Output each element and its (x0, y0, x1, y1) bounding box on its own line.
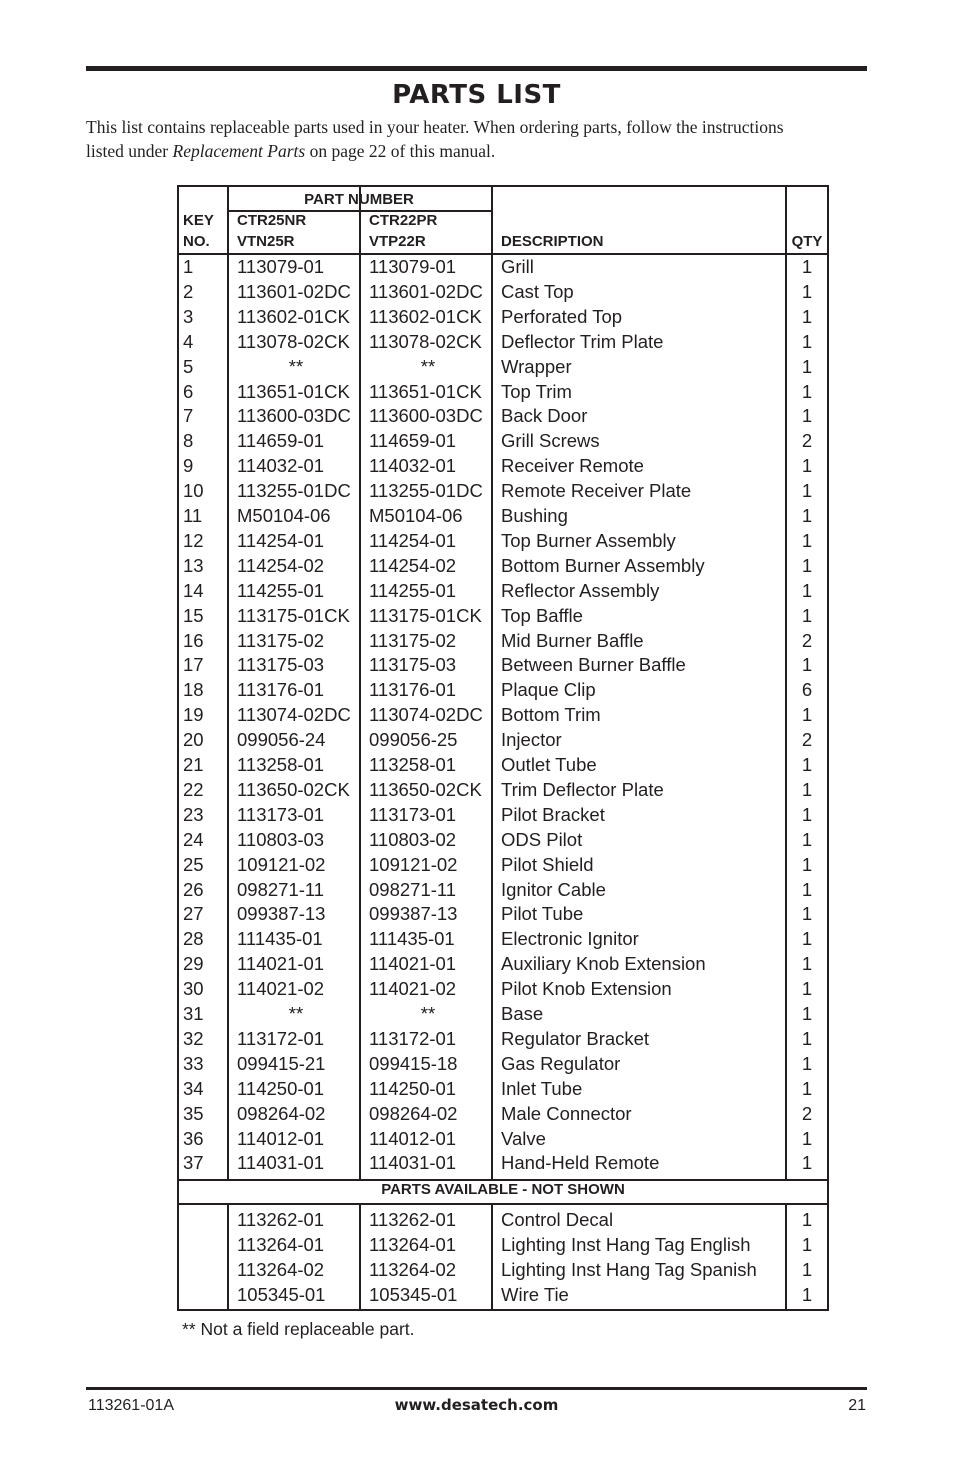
cell-qty: 2 (801, 729, 813, 751)
cell-key: 21 (183, 754, 204, 775)
cell-pn1: 113651-01CK (237, 380, 350, 402)
cell-desc: Bottom Trim (501, 704, 601, 726)
cell-key: 36 (183, 1127, 204, 1149)
cell-desc: Bottom Burner Assembly (501, 554, 705, 576)
cell-key: 15 (183, 604, 204, 626)
cell-qty: 1 (801, 256, 813, 277)
cell-pn1: 113175-03 (237, 654, 325, 676)
cell-key: 25 (183, 853, 204, 875)
cell-qty: 1 (801, 778, 813, 800)
cell-qty: 1 (801, 330, 813, 352)
cell-qty: 1 (801, 604, 813, 626)
cell-pn2: 113264-02 (369, 1258, 457, 1280)
cell-qty: 1 (801, 1233, 813, 1255)
cell-key: 12 (183, 529, 204, 551)
cell-desc: Plaque Clip (501, 679, 596, 701)
cell-pn2: 099056-25 (369, 729, 458, 751)
cell-pn1: 113262-01 (237, 1209, 325, 1230)
cell-pn2: 114254-02 (369, 554, 457, 576)
cell-pn2: 113173-01 (369, 803, 457, 825)
footer-doc-number: 113261-01A (88, 1397, 174, 1414)
cell-pn1: 113650-02CK (237, 778, 350, 800)
cell-qty: 1 (801, 878, 813, 900)
cell-key: 26 (183, 878, 204, 900)
cell-qty: 1 (801, 754, 813, 775)
divider-desc (491, 187, 493, 1180)
cell-pn2: 113602-01CK (369, 305, 482, 327)
cell-desc: Ignitor Cable (501, 878, 606, 900)
cell-key: 10 (183, 480, 204, 502)
cell-qty: 1 (801, 1283, 813, 1305)
header-part-number: PART NUMBER (304, 191, 414, 208)
cell-key: 16 (183, 629, 204, 651)
cell-desc: Base (501, 1003, 544, 1024)
cell-qty: 1 (801, 828, 813, 850)
cell-desc: Trim Deflector Plate (501, 778, 664, 800)
cell-pn2: 113175-03 (369, 654, 457, 676)
cell-desc: Pilot Knob Extension (501, 978, 672, 1000)
cell-pn2: 114031-01 (369, 1152, 457, 1174)
cell-pn2: M50104-06 (369, 505, 463, 526)
cell-qty: 1 (801, 1077, 813, 1099)
cell-qty: 1 (801, 853, 813, 875)
header-pn1-line1: CTR25NR (237, 212, 307, 229)
cell-pn1: 099056-24 (237, 729, 326, 751)
cell-desc: Between Burner Baffle (501, 654, 686, 676)
cell-pn1: 105345-01 (237, 1283, 326, 1305)
cell-pn2: 113172-01 (369, 1027, 457, 1049)
section-label-not-shown: PARTS AVAILABLE - NOT SHOWN (381, 1181, 625, 1198)
cell-pn1: 114032-01 (237, 455, 325, 477)
header-description: DESCRIPTION (501, 233, 604, 250)
footnote: ** Not a field replaceable part. (182, 1319, 415, 1339)
cell-key: 23 (183, 803, 204, 825)
cell-qty: 1 (801, 280, 813, 302)
cell-pn1: 114031-01 (237, 1152, 325, 1174)
cell-pn2: 114012-01 (369, 1127, 457, 1149)
cell-pn1: 113258-01 (237, 754, 325, 775)
cell-desc: Male Connector (501, 1102, 632, 1124)
cell-pn1: 113176-01 (237, 679, 325, 701)
cell-pn1: 113173-01 (237, 803, 325, 825)
cell-pn1: 114659-01 (237, 430, 325, 452)
cell-desc: Receiver Remote (501, 455, 644, 477)
cell-pn1: 098271-11 (237, 878, 325, 900)
cell-pn2: 113262-01 (369, 1209, 457, 1230)
header-pn2-line2: VTP22R (369, 233, 426, 250)
cell-key: 4 (183, 330, 194, 352)
intro-line-1: This list contains replaceable parts used in your heater. When ordering parts, follow the instructions (86, 117, 784, 137)
cell-qty: 1 (801, 803, 813, 825)
cell-key: 27 (183, 903, 204, 925)
cell-desc: Injector (501, 729, 562, 751)
cell-qty: 1 (801, 405, 813, 427)
cell-key: 13 (183, 554, 204, 576)
cell-qty: 1 (801, 1052, 813, 1074)
cell-pn2: 099387-13 (369, 903, 458, 925)
cell-key: 2 (183, 280, 194, 302)
cell-key: 31 (183, 1003, 204, 1024)
cell-desc: Auxiliary Knob Extension (501, 953, 706, 975)
cell-desc: Wrapper (501, 355, 572, 377)
cell-desc: Pilot Shield (501, 853, 594, 875)
cell-pn2: 105345-01 (369, 1283, 458, 1305)
intro-text-end: on page 22 of this manual. (305, 141, 496, 161)
cell-pn1: 113600-03DC (237, 405, 351, 427)
cell-qty: 1 (801, 704, 813, 726)
cell-desc: ODS Pilot (501, 828, 583, 850)
cell-pn1: 113601-02DC (237, 280, 351, 302)
cell-key: 34 (183, 1077, 204, 1099)
cell-desc: Back Door (501, 405, 588, 427)
divider-pn-lower (359, 1204, 361, 1309)
cell-pn2: 113175-02 (369, 629, 457, 651)
cell-pn1: ** (288, 355, 304, 377)
cell-desc: Hand-Held Remote (501, 1152, 660, 1174)
cell-desc: Lighting Inst Hang Tag English (501, 1233, 751, 1255)
cell-pn2: 114659-01 (369, 430, 457, 452)
cell-pn1: 111435-01 (237, 928, 323, 950)
cell-pn2: 114021-02 (369, 978, 457, 1000)
cell-key: 22 (183, 778, 204, 800)
cell-desc: Grill Screws (501, 430, 600, 452)
cell-key: 20 (183, 729, 204, 751)
header-key-line1: KEY (183, 212, 214, 229)
cell-pn2: 113264-01 (369, 1233, 457, 1255)
cell-key: 35 (183, 1102, 204, 1124)
cell-qty: 1 (801, 529, 813, 551)
page-title: PARTS LIST (392, 80, 561, 110)
cell-desc: Remote Receiver Plate (501, 480, 692, 502)
cell-pn2: 113175-01CK (369, 604, 482, 626)
divider-pn (359, 187, 361, 1180)
cell-pn1: 113602-01CK (237, 305, 350, 327)
cell-pn1: 109121-02 (237, 853, 326, 875)
cell-key: 17 (183, 654, 204, 676)
cell-pn2: 109121-02 (369, 853, 458, 875)
cell-desc: Electronic Ignitor (501, 928, 639, 950)
cell-pn2: 113650-02CK (369, 778, 482, 800)
cell-pn2: 114021-01 (369, 953, 457, 975)
cell-pn1: 113074-02DC (237, 704, 351, 726)
cell-qty: 6 (801, 679, 813, 701)
cell-pn1: 099415-21 (237, 1052, 326, 1074)
cell-desc: Top Baffle (501, 604, 583, 626)
cell-key: 18 (183, 679, 204, 701)
cell-pn2: ** (420, 355, 436, 377)
cell-qty: 1 (801, 1003, 813, 1024)
cell-desc: Pilot Tube (501, 903, 584, 925)
bottom-rule (86, 1387, 867, 1390)
divider-desc-lower (491, 1204, 493, 1309)
cell-key: 3 (183, 305, 194, 327)
cell-key: 5 (183, 355, 194, 377)
footer-website: www.desatech.com (394, 1396, 559, 1414)
cell-pn2: 113651-01CK (369, 380, 482, 402)
cell-desc: Top Trim (501, 380, 572, 402)
header-pn2-line1: CTR22PR (369, 212, 438, 229)
cell-qty: 1 (801, 1258, 813, 1280)
cell-pn1: 113175-02 (237, 629, 325, 651)
cell-key: 9 (183, 455, 194, 477)
cell-pn2: 113078-02CK (369, 330, 482, 352)
cell-key: 37 (183, 1152, 204, 1174)
cell-desc: Mid Burner Baffle (501, 629, 644, 651)
cell-desc: Deflector Trim Plate (501, 330, 664, 352)
cell-qty: 1 (801, 1209, 813, 1230)
cell-pn1: 110803-03 (237, 828, 325, 850)
cell-desc: Pilot Bracket (501, 803, 605, 825)
cell-desc: Outlet Tube (501, 754, 597, 775)
cell-pn1: 099387-13 (237, 903, 326, 925)
cell-pn1: 113264-02 (237, 1258, 325, 1280)
cell-desc: Wire Tie (501, 1283, 569, 1305)
cell-qty: 1 (801, 305, 813, 327)
cell-pn2: ** (420, 1003, 436, 1024)
cell-desc: Perforated Top (501, 305, 623, 327)
section-bottom-rule (179, 1203, 827, 1205)
cell-key: 19 (183, 704, 204, 726)
cell-pn2: 113600-03DC (369, 405, 483, 427)
cell-pn2: 114250-01 (369, 1077, 457, 1099)
header-qty: QTY (791, 233, 823, 250)
cell-desc: Grill (501, 256, 534, 277)
cell-key: 14 (183, 579, 204, 601)
cell-pn1: 114021-01 (237, 953, 325, 975)
cell-pn2: 110803-02 (369, 828, 457, 850)
cell-pn2: 098264-02 (369, 1102, 458, 1124)
cell-qty: 1 (801, 978, 813, 1000)
cell-qty: 1 (801, 380, 813, 402)
cell-pn1: 114254-02 (237, 554, 325, 576)
cell-desc: Top Burner Assembly (501, 529, 676, 551)
cell-pn1: M50104-06 (237, 505, 331, 526)
cell-pn2: 114254-01 (369, 529, 457, 551)
cell-desc: Regulator Bracket (501, 1027, 650, 1049)
divider-key-lower (227, 1204, 229, 1309)
cell-pn2: 113255-01DC (369, 480, 483, 502)
cell-qty: 1 (801, 1027, 813, 1049)
cell-desc: Gas Regulator (501, 1052, 621, 1074)
cell-qty: 1 (801, 579, 813, 601)
cell-key: 11 (183, 505, 203, 526)
cell-pn1: 114250-01 (237, 1077, 325, 1099)
cell-qty: 1 (801, 505, 813, 526)
cell-qty: 2 (801, 1102, 813, 1124)
cell-key: 30 (183, 978, 204, 1000)
intro-line-2 (86, 139, 867, 163)
cell-pn1: 114021-02 (237, 978, 325, 1000)
footer-page-number: 21 (848, 1397, 866, 1414)
cell-key: 8 (183, 430, 194, 452)
cell-pn2: 113258-01 (369, 754, 457, 775)
intro-text: listed under (86, 141, 173, 161)
cell-pn1: ** (288, 1003, 304, 1024)
cell-pn1: 098264-02 (237, 1102, 326, 1124)
cell-pn2: 099415-18 (369, 1052, 458, 1074)
cell-pn2: 114032-01 (369, 455, 457, 477)
cell-pn1: 113255-01DC (237, 480, 351, 502)
cell-key: 1 (183, 256, 194, 277)
cell-qty: 1 (801, 928, 813, 950)
cell-qty: 1 (801, 480, 813, 502)
cell-pn1: 114254-01 (237, 529, 325, 551)
cell-pn1: 114012-01 (237, 1127, 325, 1149)
cell-key: 24 (183, 828, 204, 850)
cell-qty: 2 (801, 629, 813, 651)
cell-qty: 1 (801, 1127, 813, 1149)
cell-desc: Control Decal (501, 1209, 614, 1230)
cell-pn2: 113176-01 (369, 679, 457, 701)
cell-desc: Bushing (501, 505, 568, 526)
cell-desc: Valve (501, 1127, 546, 1149)
cell-key: 29 (183, 953, 204, 975)
cell-pn1: 113264-01 (237, 1233, 325, 1255)
cell-pn1: 114255-01 (237, 579, 325, 601)
cell-pn2: 114255-01 (369, 579, 457, 601)
intro-italic-ref: Replacement Parts (172, 141, 306, 161)
cell-key: 6 (183, 380, 194, 402)
cell-qty: 1 (801, 903, 813, 925)
header-pn1-line2: VTN25R (237, 233, 295, 250)
cell-key: 32 (183, 1027, 204, 1049)
cell-pn2: 113601-02DC (369, 280, 483, 302)
cell-key: 33 (183, 1052, 204, 1074)
cell-qty: 1 (801, 1152, 813, 1174)
intro-paragraph (86, 115, 867, 163)
cell-pn2: 113079-01 (369, 256, 457, 277)
cell-qty: 1 (801, 654, 813, 676)
cell-pn2: 098271-11 (369, 878, 457, 900)
cell-pn1: 113078-02CK (237, 330, 350, 352)
cell-pn1: 113175-01CK (237, 604, 350, 626)
cell-qty: 1 (801, 355, 813, 377)
parts-table (177, 185, 829, 1311)
cell-qty: 2 (801, 430, 813, 452)
cell-pn1: 113079-01 (237, 256, 325, 277)
cell-pn2: 111435-01 (369, 928, 455, 950)
header-key-line2: NO. (183, 233, 210, 250)
cell-key: 28 (183, 928, 204, 950)
cell-pn1: 113172-01 (237, 1027, 325, 1049)
cell-pn2: 113074-02DC (369, 704, 483, 726)
cell-qty: 1 (801, 953, 813, 975)
divider-key (227, 187, 229, 1180)
cell-desc: Reflector Assembly (501, 579, 660, 601)
cell-qty: 1 (801, 455, 813, 477)
cell-key: 7 (183, 405, 194, 427)
cell-desc: Lighting Inst Hang Tag Spanish (501, 1258, 757, 1280)
top-rule (86, 66, 867, 71)
cell-desc: Cast Top (501, 280, 574, 302)
cell-desc: Inlet Tube (501, 1077, 583, 1099)
cell-qty: 1 (801, 554, 813, 576)
